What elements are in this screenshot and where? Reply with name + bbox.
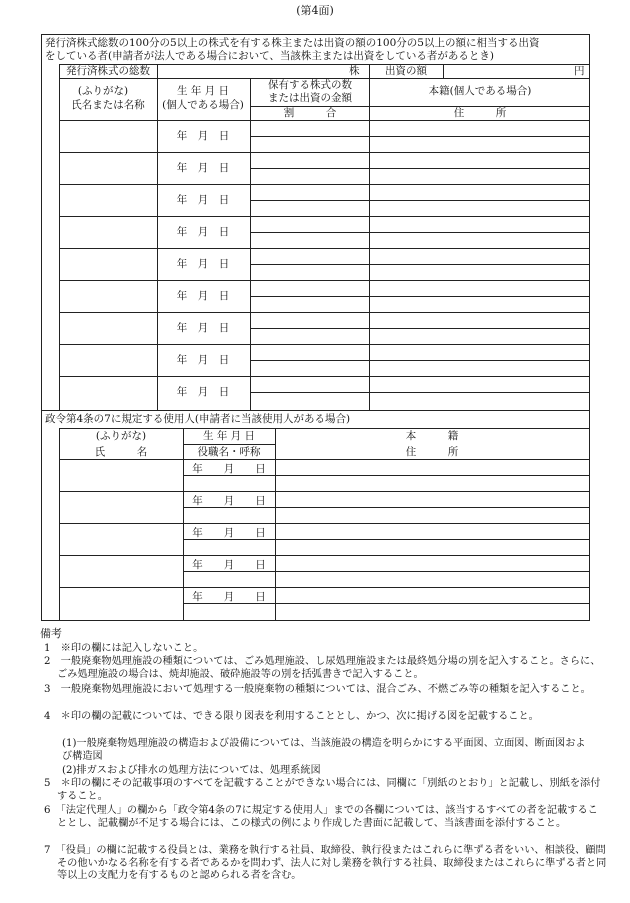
form-frame-top — [41, 34, 590, 35]
emp-birth-date-field: 年 月 日 — [192, 463, 266, 475]
col-address: 住 所 — [453, 107, 507, 119]
shareholders-heading-line1: 発行済株式総数の100分の5以上の株式を有する株主または出資の額の100分の5以上の額に相当する出資 — [45, 37, 540, 49]
rule — [250, 200, 590, 201]
rule — [157, 64, 158, 410]
col-birth-note: (個人である場合) — [162, 99, 244, 111]
rule — [59, 216, 590, 217]
rule — [250, 328, 590, 329]
birth-date-field: 年 月 日 — [176, 130, 230, 142]
rule — [275, 428, 276, 620]
emp-birth-date-field: 年 月 日 — [192, 527, 266, 539]
rule — [59, 491, 590, 492]
form-frame-bottom — [41, 620, 590, 621]
emp-col-title: 役職名・呼称 — [197, 446, 261, 458]
notes-title: 備考 — [40, 627, 62, 640]
birth-date-field: 年 月 日 — [176, 354, 230, 366]
birth-date-field: 年 月 日 — [176, 290, 230, 302]
birth-date-field: 年 月 日 — [176, 194, 230, 206]
rule — [41, 410, 590, 411]
rule — [250, 360, 590, 361]
emp-col-furigana: (ふりがな) — [95, 430, 147, 442]
shareholders-heading-line2: をしている者(申請者が法人である場合において、当該株主または出資をしている者があるとき) — [45, 50, 494, 62]
rule — [59, 523, 590, 524]
emp-col-name: 氏 名 — [94, 446, 148, 458]
rule — [59, 344, 590, 345]
col-name: 氏名または名称 — [71, 99, 145, 111]
rule — [59, 587, 590, 588]
note-4-1: (1)一般廃棄物処理施設の構造および設備については、当該施設の構造を明らかにする平面図、立面図、断面図および構造図 — [62, 738, 586, 762]
emp-col-address: 住 所 — [405, 446, 459, 458]
rule — [59, 312, 590, 313]
note-6: 6 「法定代理人」の欄から「政令第4条の7に規定する使用人」までの各欄については、該当するすべての者を記載することとし、記載欄が不足する場合には、この様式の例により作成した書面に記載して、当該書面を添付すること。 — [44, 805, 598, 829]
birth-date-field: 年 月 日 — [176, 322, 230, 334]
rule — [250, 296, 590, 297]
birth-date-field: 年 月 日 — [176, 386, 230, 398]
rule — [250, 392, 590, 393]
birth-date-field: 年 月 日 — [176, 226, 230, 238]
rule — [369, 64, 370, 410]
note-2: 2 一般廃棄物処理施設の種類については、ごみ処理施設、し尿処理施設または最終処分場の別を記入すること。さらに、ごみ処理施設の場合は、焼却施設、破砕施設等の別を括弧書きで記入すること。 — [44, 656, 601, 680]
yen-unit: 円 — [574, 65, 585, 77]
rule — [250, 168, 590, 169]
emp-col-birth: 生 年 月 日 — [202, 430, 256, 442]
col-birth: 生 年 月 日 — [176, 85, 230, 97]
rule — [59, 459, 590, 460]
emp-birth-date-field: 年 月 日 — [192, 495, 266, 507]
rule — [59, 64, 60, 410]
rule — [250, 264, 590, 265]
employees-heading: 政令第4条の7に規定する使用人(申請者に当該使用人がある場合) — [45, 413, 351, 425]
capital-label: 出資の額 — [385, 65, 427, 77]
rule — [59, 120, 590, 121]
note-7: 7 「役員」の欄に記載する役員とは、業務を執行する社員、取締役、執行役またはこれらに準ずる者をいい、相談役、顧問その他いかなる名称を有する者であるかを問わず、法人に対し業務を執行する社員、取締役またはこれらに準ずる者と同等以上の支配力を有するものと認められる者を含む。 — [44, 845, 607, 882]
rule — [59, 428, 590, 429]
col-honseki: 本籍(個人である場合) — [428, 85, 532, 97]
rule — [59, 184, 590, 185]
rule — [59, 152, 590, 153]
rule — [59, 376, 590, 377]
rule — [443, 64, 444, 78]
rule — [59, 280, 590, 281]
form-frame-left — [41, 34, 42, 621]
rule — [183, 428, 184, 620]
rule — [59, 555, 590, 556]
birth-date-field: 年 月 日 — [176, 258, 230, 270]
rule — [59, 248, 590, 249]
col-furigana: (ふりがな) — [77, 85, 129, 97]
rule — [250, 232, 590, 233]
emp-birth-date-field: 年 月 日 — [192, 591, 266, 603]
rule — [59, 428, 60, 620]
emp-birth-date-field: 年 月 日 — [192, 559, 266, 571]
page-title: (第4面) — [296, 4, 334, 17]
rule — [183, 444, 275, 445]
emp-col-honseki: 本 籍 — [405, 430, 459, 442]
col-ratio: 割 合 — [283, 107, 337, 119]
col-held-amount: または出資の金額 — [268, 92, 352, 104]
note-5: 5 ＊印の欄にその記載事項のすべてを記載することができない場合には、同欄に「別紙のとおり」と記載し、別紙を添付すること。 — [44, 778, 601, 802]
col-held: 保有する株式の数 — [268, 79, 352, 91]
shares-unit: 株 — [349, 65, 360, 77]
note-4-2: (2)排ガスおよび排水の処理方法については、処理系統図 — [62, 765, 321, 776]
total-shares-label: 発行済株式の総数 — [66, 65, 150, 77]
note-3: 3 一般廃棄物処理施設において処理する一般廃棄物の種類については、混合ごみ、不燃ごみ等の種類を記入すること。 — [44, 684, 591, 695]
note-1: 1 ※印の欄には記入しないこと。 — [44, 643, 204, 654]
birth-date-field: 年 月 日 — [176, 162, 230, 174]
rule — [250, 136, 590, 137]
note-4: 4 ＊印の欄の記載については、できる限り図表を利用することとし、かつ、次に掲げる図を記載すること。 — [44, 711, 539, 722]
